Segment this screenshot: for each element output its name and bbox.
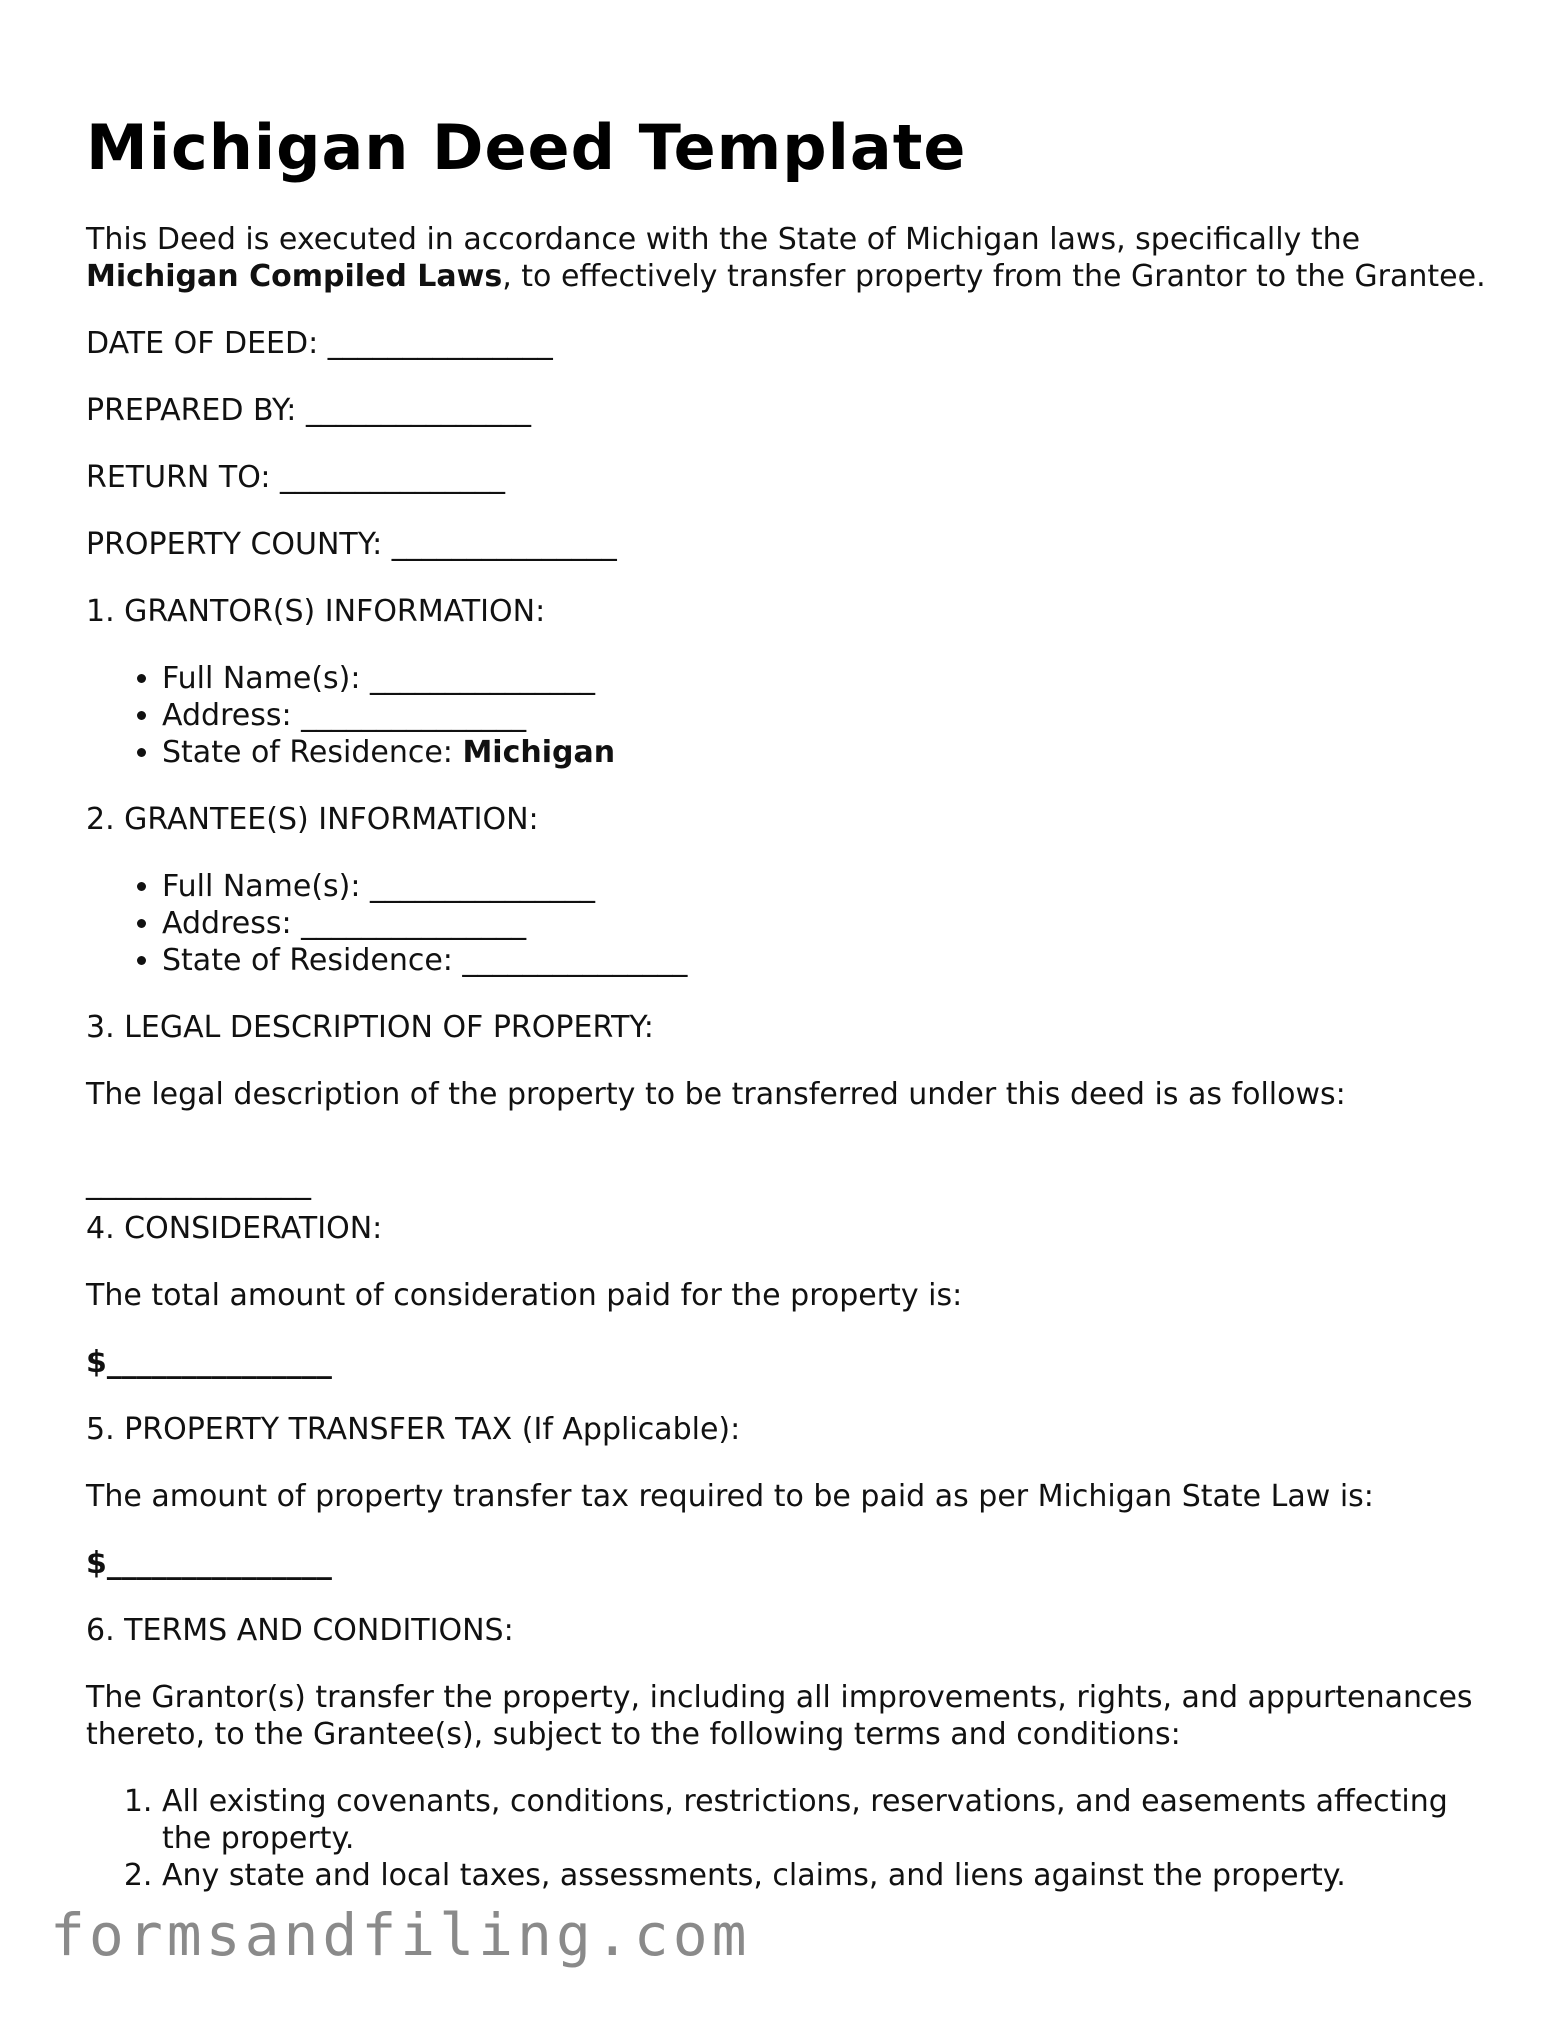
intro-text-after: , to effectively transfer property from the Grantor to the Grantee. [502,259,1486,294]
page-title: Michigan Deed Template [86,111,967,184]
grantor-heading: 1. GRANTOR(S) INFORMATION: [86,594,546,629]
terms-list [86,1783,1486,1894]
grantee-list [86,868,1486,979]
watermark-text: formsandfiling.com [50,1901,751,1969]
grantor-state-label: State of Residence: [162,735,463,770]
document-page [86,108,1486,1894]
grantor-address: • Address: _______________ [162,697,1486,734]
grantee-address: • Address: _______________ [162,905,1486,942]
prepared-by-field: PREPARED BY: _______________ [86,393,531,428]
terms-item: 2. Any state and local taxes, assessments, claims, and liens against the property. [162,1857,1486,1894]
intro-bold-law: Michigan Compiled Laws [86,259,503,294]
grantor-state [162,734,1486,771]
transfer-tax-amount-value: $_______________ [86,1546,332,1581]
grantee-heading: 2. GRANTEE(S) INFORMATION: [86,802,539,837]
consideration-heading: 4. CONSIDERATION: [86,1211,383,1246]
legal-blank-line: _______________ [86,1166,311,1201]
date-of-deed-field: DATE OF DEED: _______________ [86,326,553,361]
grantee-state: • State of Residence: _______________ [162,942,1486,979]
terms-heading: 6. TERMS AND CONDITIONS: [86,1613,514,1648]
grantor-full-name: • Full Name(s): _______________ [162,660,1486,697]
consideration-amount [86,1344,1486,1381]
legal-description-blank [86,1143,1486,1201]
return-to-field: RETURN TO: _______________ [86,460,505,495]
transfer-tax-text: The amount of property transfer tax required to be paid as per Michigan State Law is: [86,1479,1374,1514]
legal-description-heading: 3. LEGAL DESCRIPTION OF PROPERTY: [86,1010,654,1045]
terms-item: 1. All existing covenants, conditions, restrictions, reservations, and easements affecting the property. [162,1783,1486,1857]
transfer-tax-heading: 5. PROPERTY TRANSFER TAX (If Applicable): [86,1412,741,1447]
grantor-state-value: Michigan [462,735,616,770]
intro-paragraph [86,221,1486,295]
intro-text-before: This Deed is executed in accordance with the State of Michigan laws, specifically the [86,222,1361,257]
consideration-amount-value: $_______________ [86,1345,332,1380]
terms-text: The Grantor(s) transfer the property, including all improvements, rights, and appurtenances thereto, to the Grantee(s), subject to the following terms and conditions: [86,1680,1473,1752]
consideration-text: The total amount of consideration paid for the property is: [86,1278,963,1313]
property-county-field: PROPERTY COUNTY: _______________ [86,527,617,562]
grantee-full-name: • Full Name(s): _______________ [162,868,1486,905]
transfer-tax-amount [86,1545,1486,1582]
grantor-list [86,660,1486,771]
legal-description-text: The legal description of the property to be transferred under this deed is as follows: [86,1077,1346,1112]
